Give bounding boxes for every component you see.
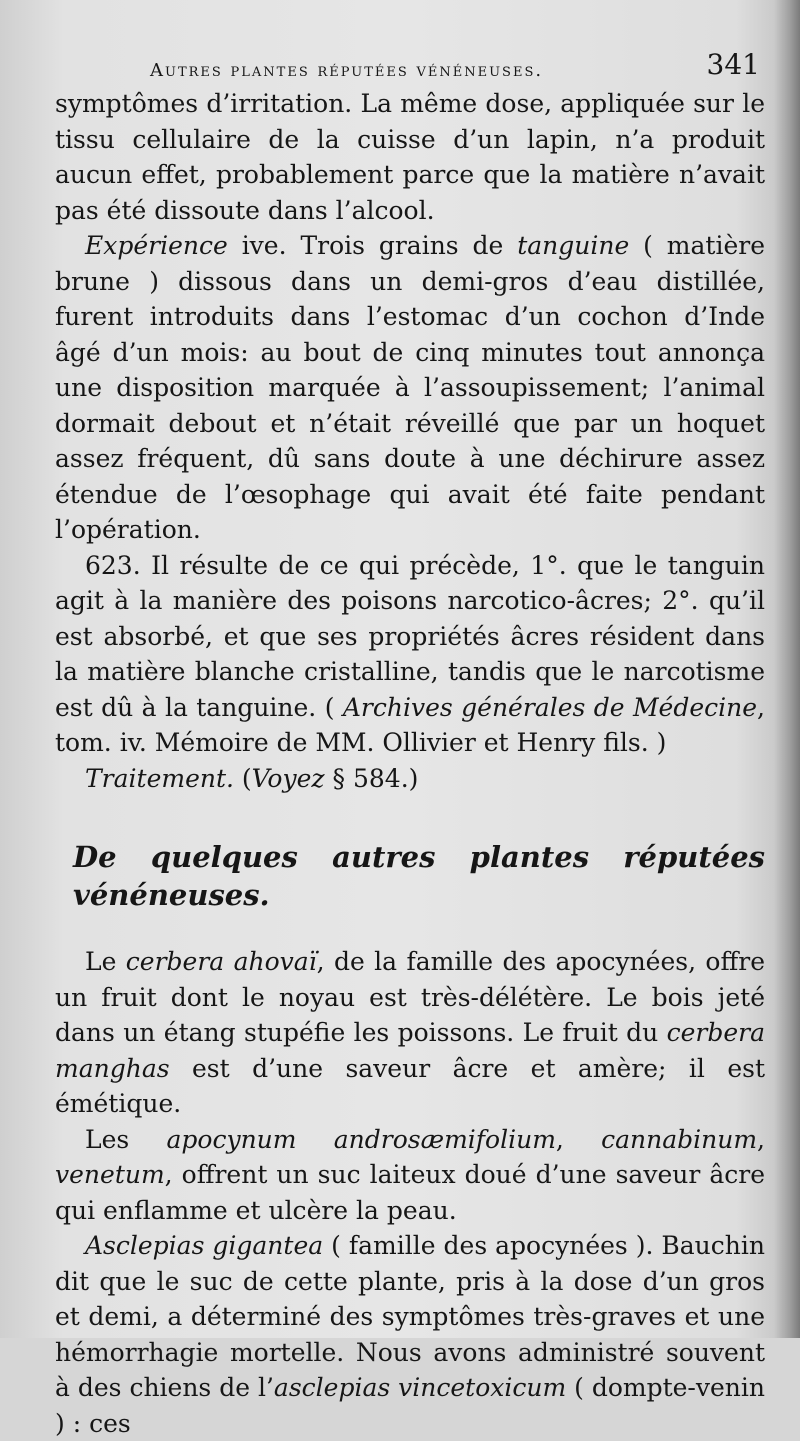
paragraph-text: est d’une saveur âcre et amère; il est émétique.	[55, 1053, 765, 1118]
paragraph-text: symptômes d’irritation. La même dose, appliquée sur le tissu cellulaire de la cuisse d’un lapin, n’a produit aucun effet, probablement parce que la matière n’avait pas été dissoute dans l’alcool.	[55, 89, 765, 225]
term-tanguine: tanguine	[517, 231, 630, 260]
paragraph-cerbera	[55, 944, 765, 1122]
traitement-open: (	[233, 763, 252, 793]
experience-number: ive.	[241, 231, 287, 260]
spacer	[55, 914, 765, 944]
species-name: cannabinum	[601, 1124, 758, 1154]
paragraph-text: ( dompte-venin ) : ces	[55, 1373, 765, 1438]
paragraph-text: Le	[85, 947, 126, 976]
paragraph-text: , de la famille des apocynées, offre un fruit dont le noyau est très-délétère. Le bois jeté dans un étang stupéfie les poissons. Le fruit du	[55, 947, 765, 1047]
voyez-label: Voyez	[251, 763, 325, 793]
page-edge-shadow	[774, 0, 800, 1338]
paragraph-number: 623.	[85, 550, 141, 580]
citation-rest: , tom. iv. Mémoire de MM. Ollivier et Henry fils. )	[55, 692, 765, 757]
species-name: apocynum androsæmifolium	[166, 1124, 556, 1154]
page-body	[55, 86, 765, 1441]
paragraph-text: Les	[85, 1124, 167, 1154]
section-heading: De quelques autres plantes réputées vénéneuses.	[73, 840, 765, 912]
paragraph-text: Il résulte de ce qui précède, 1°. que le tanguin agit à la manière des poisons narcotico-âcres; 2°. qu’il est absorbé, et que ses propriétés âcres résident dans la matière blanche cristalline, tandis que le narcotisme est dû à la tanguine.	[55, 550, 765, 722]
paragraph-asclepias	[55, 1228, 765, 1441]
section-reference: § 584.)	[324, 763, 419, 793]
species-name: asclepias vincetoxicum	[273, 1373, 567, 1402]
paragraph-apocynum	[55, 1122, 765, 1229]
experience-label: Expérience	[85, 231, 228, 260]
paragraph-continuation	[55, 86, 765, 228]
citation-title: Archives générales de Médecine	[342, 692, 758, 722]
citation-open: (	[324, 692, 343, 722]
paragraph-text: ( matière brune ) dissous dans un demi-gros d’eau distillée, furent introduits dans l’estomac d’un cochon d’Inde âgé d’un mois: au bout de cinq minutes tout annonça une disposition marquée à l’assoupissement; l’animal dormait debout et n’était réveillé que par un hoquet assez fréquent, dû sans doute à une déchirure assez étendue de l’œsophage qui avait été faite pendant l’opération.	[55, 231, 765, 544]
running-title: Autres plantes réputées vénéneuses.	[150, 60, 544, 81]
spacer	[55, 796, 765, 838]
paragraph-text: , offrent un suc laiteux doué d’une saveur âcre qui enflamme et ulcère la peau.	[55, 1160, 765, 1225]
paragraph-text: ,	[757, 1124, 765, 1154]
traitement-label: Traitement.	[85, 763, 234, 793]
paragraph-text: ( famille des apocynées ). Bauchin dit que le suc de cette plante, pris à la dose d’un gros et demi, a déterminé des symptômes très-graves et une hémorrhagie mortelle. Nous avons administré souvent à des chiens de l’	[55, 1231, 765, 1402]
paragraph-text: Trois grains de	[286, 231, 518, 260]
paragraph-623	[55, 548, 765, 761]
species-name: cerbera ahovaï	[125, 947, 317, 976]
species-name: cerbera manghas	[55, 1018, 765, 1083]
page-number: 341	[706, 48, 760, 81]
paragraph-experience-iv	[55, 228, 765, 548]
paragraph-traitement	[55, 761, 765, 797]
species-name: venetum	[55, 1160, 165, 1189]
paragraph-text: ,	[555, 1124, 602, 1154]
species-name: Asclepias gigantea	[85, 1231, 324, 1260]
page-header	[150, 48, 770, 84]
